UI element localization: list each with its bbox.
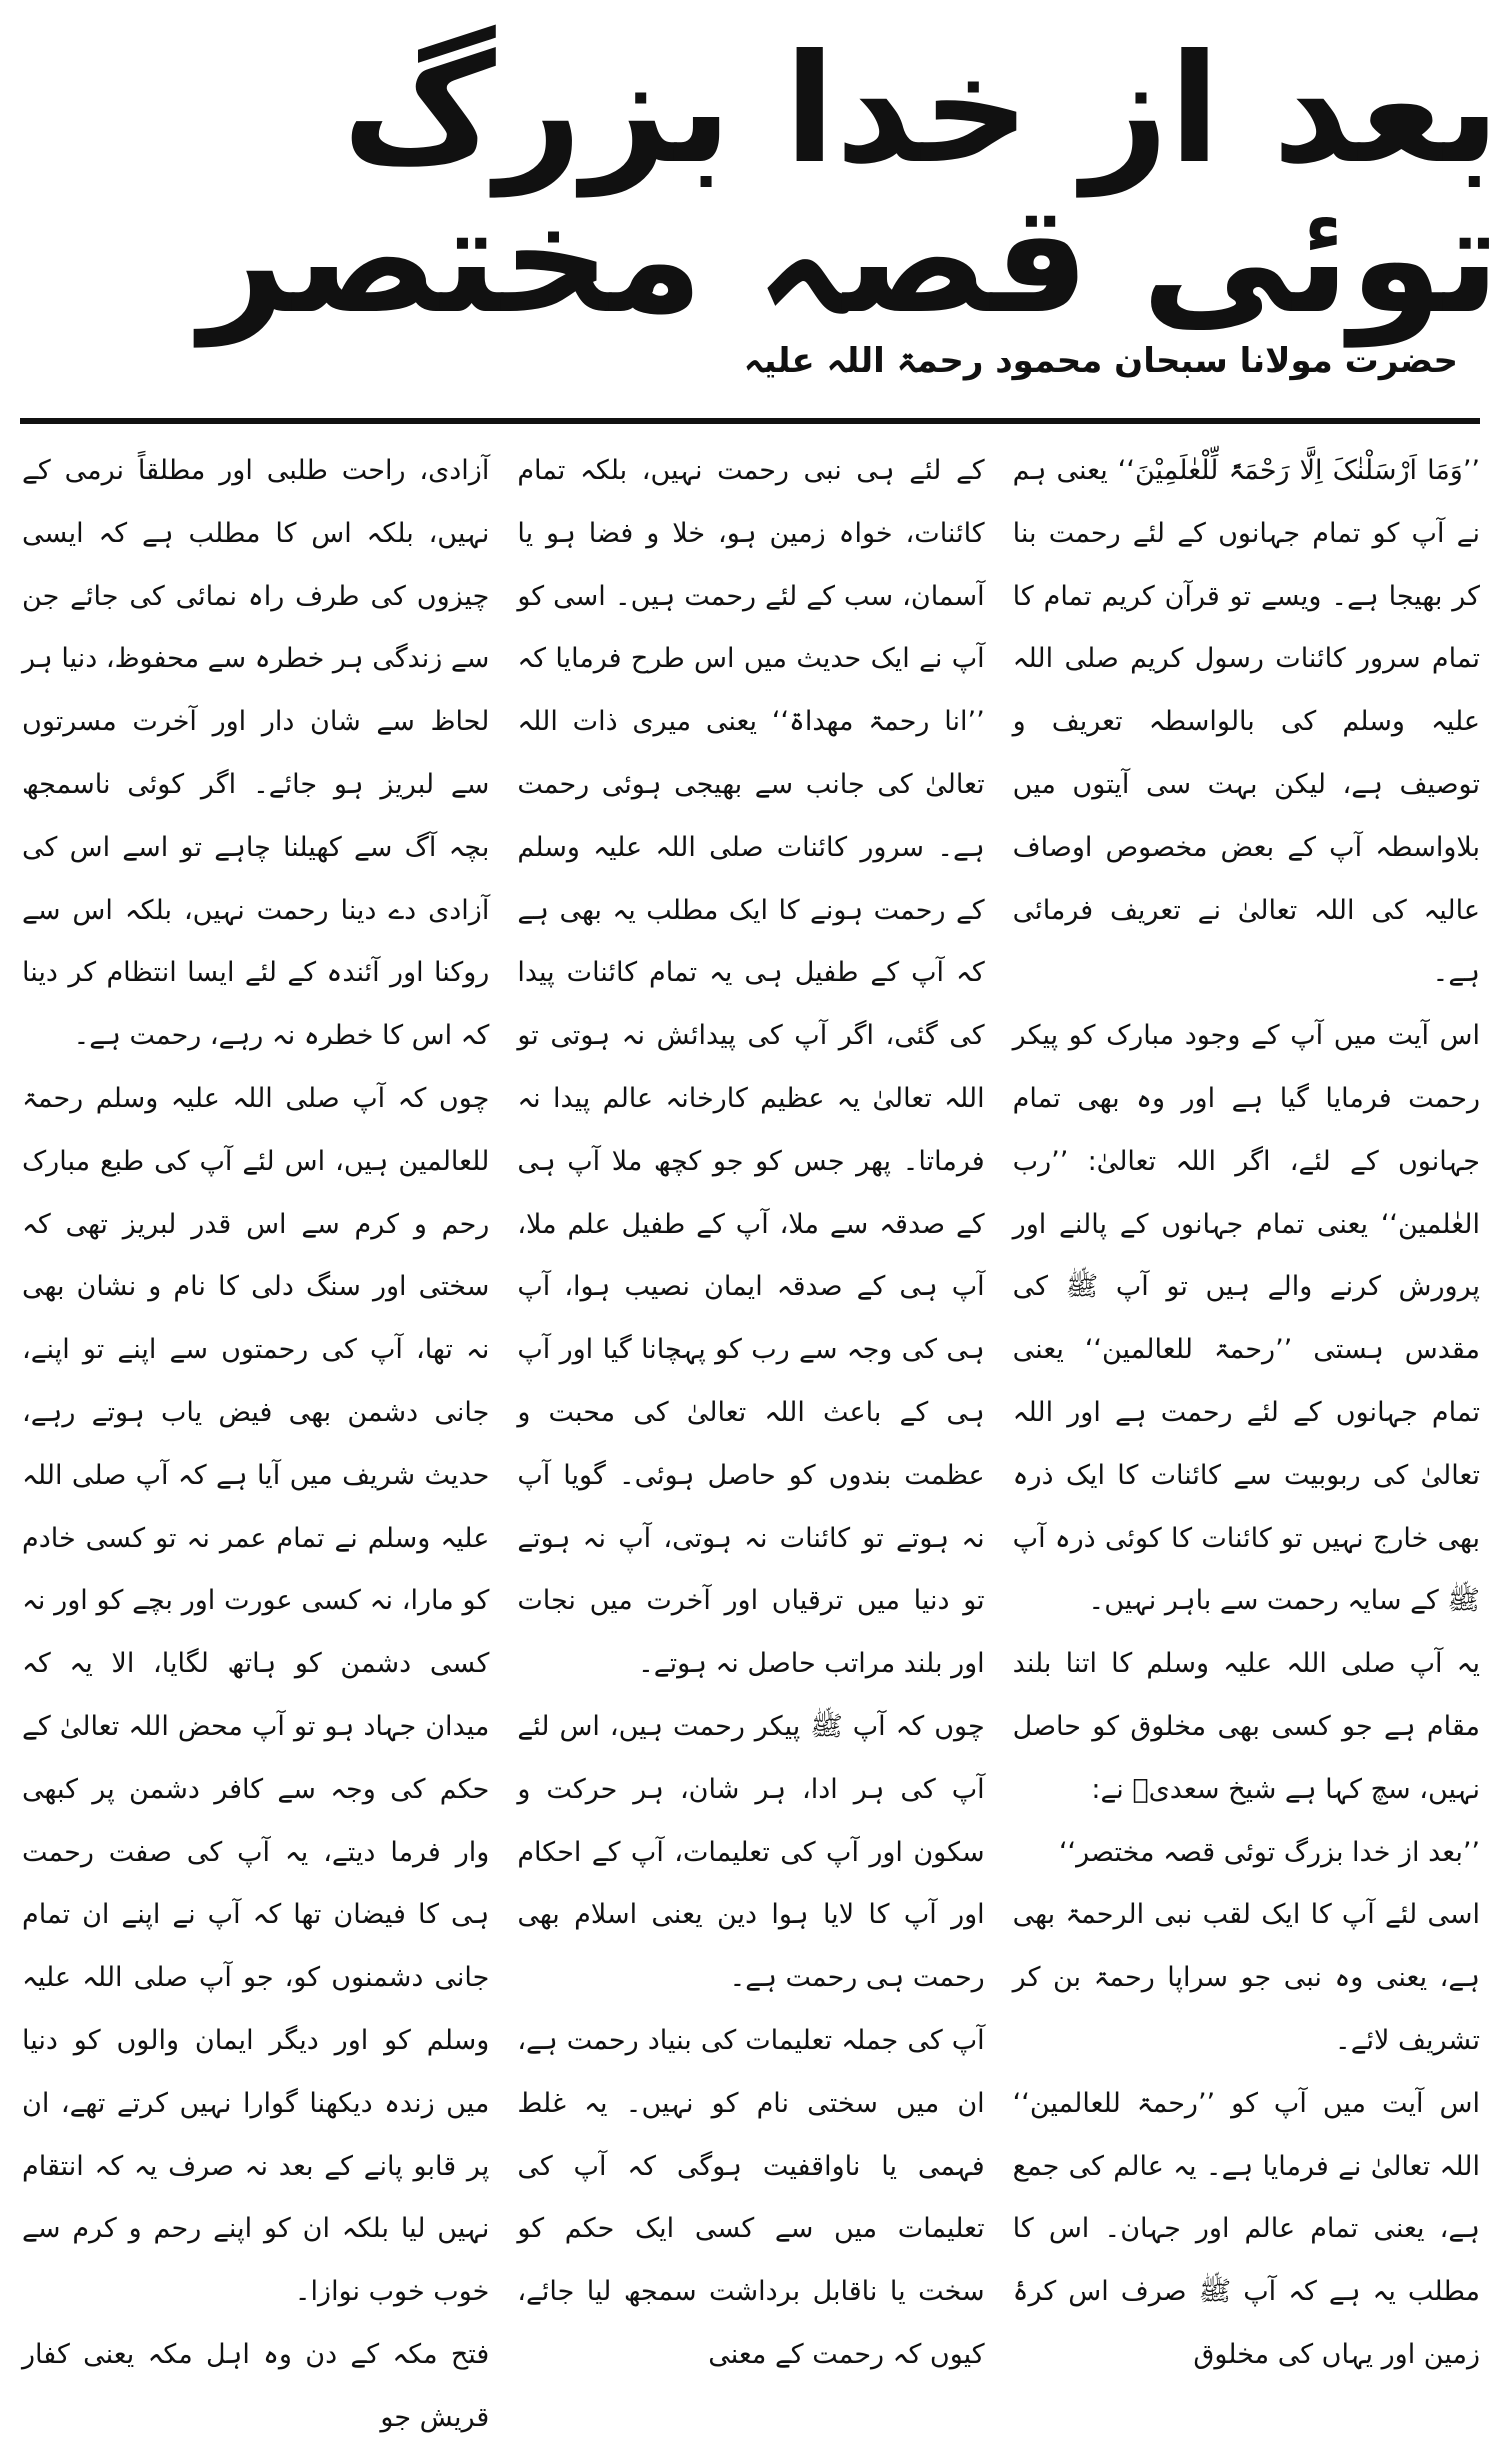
- column-2: [517, 440, 985, 2370]
- paragraph: یہ آپ صلی اللہ علیہ وسلم کا اتنا بلند مقام ہے جو کسی بھی مخلوق کو حاصل نہیں، سچ کہا ہے شیخ سعدیؒ نے:: [1012, 1648, 1480, 1805]
- author-byline: حضرت مولانا سبحان محمود رحمۃ اللہ علیہ: [743, 341, 1458, 381]
- paragraph: اس آیت میں آپ کو ’’رحمۃ للعالمین‘‘ اللہ تعالیٰ نے فرمایا ہے۔ یہ عالم کی جمع ہے، یعنی تمام عالم اور جہان۔ اس کا مطلب یہ ہے کہ آپ ﷺ صرف اس کرۂ زمین اور یہاں کی مخلوق: [1012, 2087, 1480, 2370]
- divider-rule: [20, 418, 1480, 424]
- paragraph: اس آیت میں آپ کے وجود مبارک کو پیکر رحمت فرمایا گیا ہے اور وہ بھی تمام جہانوں کے لئے، اگر اللہ تعالیٰ: ’’رب العٰلمین‘‘ یعنی تمام جہانوں کے پالنے اور پرورش کرنے والے ہیں تو آپ ﷺ کی مقدس ہستی ’’رحمۃ للعالمین‘‘ یعنی تمام جہانوں کے لئے رحمت ہے اور اللہ تعالیٰ کی ربوبیت سے کائنات کا ایک ذرہ بھی خارج نہیں تو کائنات کا کوئی ذرہ آپ ﷺ کے سایہ رحمت سے باہر نہیں۔: [1012, 1020, 1480, 1617]
- paragraph: آزادی، راحت طلبی اور مطلقاً نرمی کے نہیں، بلکہ اس کا مطلب ہے کہ ایسی چیزوں کی طرف راہ نمائی کی جائے جن سے زندگی ہر خطرہ سے محفوظ، دنیا ہر لحاظ سے شان دار اور آخرت مسرتوں سے لبریز ہو جائے۔ اگر کوئی ناسمجھ بچہ آگ سے کھیلنا چاہے تو اسے اس کی آزادی دے دینا رحمت نہیں، بلکہ اس سے روکنا اور آئندہ کے لئے ایسا انتظام کر دینا کہ اس کا خطرہ نہ رہے، رحمت ہے۔: [22, 455, 490, 1052]
- quote: ’’بعد از خدا بزرگ توئی قصہ مختصر‘‘: [1058, 1836, 1480, 1868]
- article-body: [22, 440, 1480, 2433]
- paragraph: فتح مکہ کے دن وہ اہل مکہ یعنی کفار قریش جو: [22, 2338, 490, 2433]
- paragraph: چوں کہ آپ ﷺ پیکر رحمت ہیں، اس لئے آپ کی ہر ادا، ہر شان، ہر حرکت و سکون اور آپ کی تعلیمات، آپ کے احکام اور آپ کا لایا ہوا دین یعنی اسلام بھی رحمت ہی رحمت ہے۔: [517, 1710, 985, 1994]
- paragraph: آپ کی جملہ تعلیمات کی بنیاد رحمت ہے، ان میں سختی نام کو نہیں۔ یہ غلط فہمی یا ناواقفیت ہوگی کہ آپ کی تعلیمات میں سے کسی ایک حکم کو سخت یا ناقابل برداشت سمجھ لیا جائے، کیوں کہ رحمت کے معنی: [517, 2024, 985, 2370]
- paragraph: چوں کہ آپ صلی اللہ علیہ وسلم رحمۃ للعالمین ہیں، اس لئے آپ کی طبع مبارک رحم و کرم سے اس قدر لبریز تھی کہ سختی اور سنگ دلی کا نام و نشان بھی نہ تھا، آپ کی رحمتوں سے اپنے تو اپنے، جانی دشمن بھی فیض یاب ہوتے رہے، حدیث شریف میں آیا ہے کہ آپ صلی اللہ علیہ وسلم نے تمام عمر نہ تو کسی خادم کو مارا، نہ کسی عورت اور بچے کو اور نہ کسی دشمن کو ہاتھ لگایا، الا یہ کہ میدان جہاد ہو تو آپ محض اللہ تعالیٰ کے حکم کی وجہ سے کافر دشمن پر کبھی وار فرما دیتے، یہ آپ کی صفت رحمت ہی کا فیضان تھا کہ آپ نے اپنے ان تمام جانی دشمنوں کو، جو آپ صلی اللہ علیہ وسلم کو اور دیگر ایمان والوں کو دنیا میں زندہ دیکھنا گوارا نہیں کرتے تھے، ان پر قابو پانے کے بعد نہ صرف یہ کہ انتقام نہیں لیا بلکہ ان کو اپنے رحم و کرم سے خوب خوب نوازا۔: [22, 1082, 490, 2308]
- column-3: [22, 440, 490, 2433]
- column-1: [1012, 440, 1480, 2370]
- paragraph: اسی لئے آپ کا ایک لقب نبی الرحمۃ بھی ہے، یعنی وہ نبی جو سراپا رحمۃ بن کر تشریف لائے۔: [1012, 1899, 1480, 2056]
- paragraph: کے لئے ہی نبی رحمت نہیں، بلکہ تمام کائنات، خواہ زمین ہو، خلا و فضا ہو یا آسمان، سب کے لئے رحمت ہیں۔ اسی کو آپ نے ایک حدیث میں اس طرح فرمایا کہ ’’انا رحمۃ مھداۃ‘‘ یعنی میری ذات اللہ تعالیٰ کی جانب سے بھیجی ہوئی رحمت ہے۔ سرور کائنات صلی اللہ علیہ وسلم کے رحمت ہونے کا ایک مطلب یہ بھی ہے کہ آپ کے طفیل ہی یہ تمام کائنات پیدا کی گئی، اگر آپ کی پیدائش نہ ہوتی تو اللہ تعالیٰ یہ عظیم کارخانہ عالم پیدا نہ فرماتا۔ پھر جس کو جو کچھ ملا آپ ہی کے صدقہ سے ملا، آپ کے طفیل علم ملا، آپ ہی کے صدقہ ایمان نصیب ہوا، آپ ہی کی وجہ سے رب کو پہچانا گیا اور آپ ہی کے باعث اللہ تعالیٰ کی محبت و عظمت بندوں کو حاصل ہوئی۔ گویا آپ نہ ہوتے تو کائنات نہ ہوتی، آپ نہ ہوتے تو دنیا میں ترقیاں اور آخرت میں نجات اور بلند مراتب حاصل نہ ہوتے۔: [517, 455, 985, 1680]
- paragraph: ’’وَمَا اَرْسَلْنٰکَ اِلَّا رَحْمَۃً لِّلْعٰلَمِیْنَ‘‘ یعنی ہم نے آپ کو تمام جہانوں کے لئے رحمت بنا کر بھیجا ہے۔ ویسے تو قرآن کریم تمام کا تمام سرور کائنات رسول کریم صلی اللہ علیہ وسلم کی بالواسطہ تعریف و توصیف ہے، لیکن بہت سی آیتوں میں بلاواسطہ آپ کے بعض مخصوص اوصاف عالیہ کی اللہ تعالیٰ نے تعریف فرمائی ہے۔: [1012, 455, 1480, 989]
- page-title: بعد از خدا بزرگ توئی قصہ مختصر: [199, 23, 1500, 347]
